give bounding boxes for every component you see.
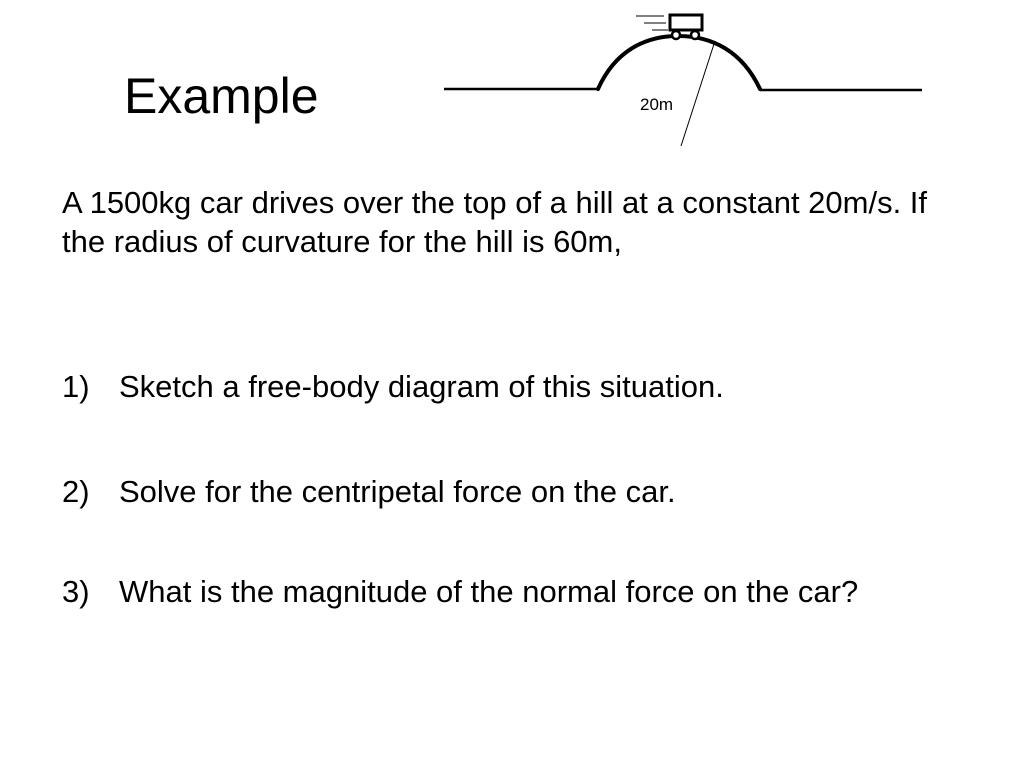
hill-icon xyxy=(598,36,760,89)
question-number: 1) xyxy=(62,369,90,404)
question-text: What is the magnitude of the normal force on the car? xyxy=(119,574,859,609)
question-number: 3) xyxy=(62,574,90,609)
radius-line xyxy=(681,44,714,146)
hill-diagram xyxy=(440,6,930,150)
question-number: 2) xyxy=(62,474,90,509)
question-item-3 xyxy=(62,572,962,611)
motion-lines-icon xyxy=(636,16,668,30)
intro-text: A 1500kg car drives over the top of a hill at a constant 20m/s. If the radius of curvature for the hill is 60m, xyxy=(62,185,928,259)
question-item-2 xyxy=(62,472,962,511)
question-item-1 xyxy=(62,367,962,406)
problem-statement xyxy=(62,183,962,261)
radius-label: 20m xyxy=(640,95,674,114)
slide-title: Example xyxy=(124,68,319,124)
question-text: Sketch a free-body diagram of this situation. xyxy=(119,369,724,404)
question-text: Solve for the centripetal force on the car. xyxy=(119,474,676,509)
